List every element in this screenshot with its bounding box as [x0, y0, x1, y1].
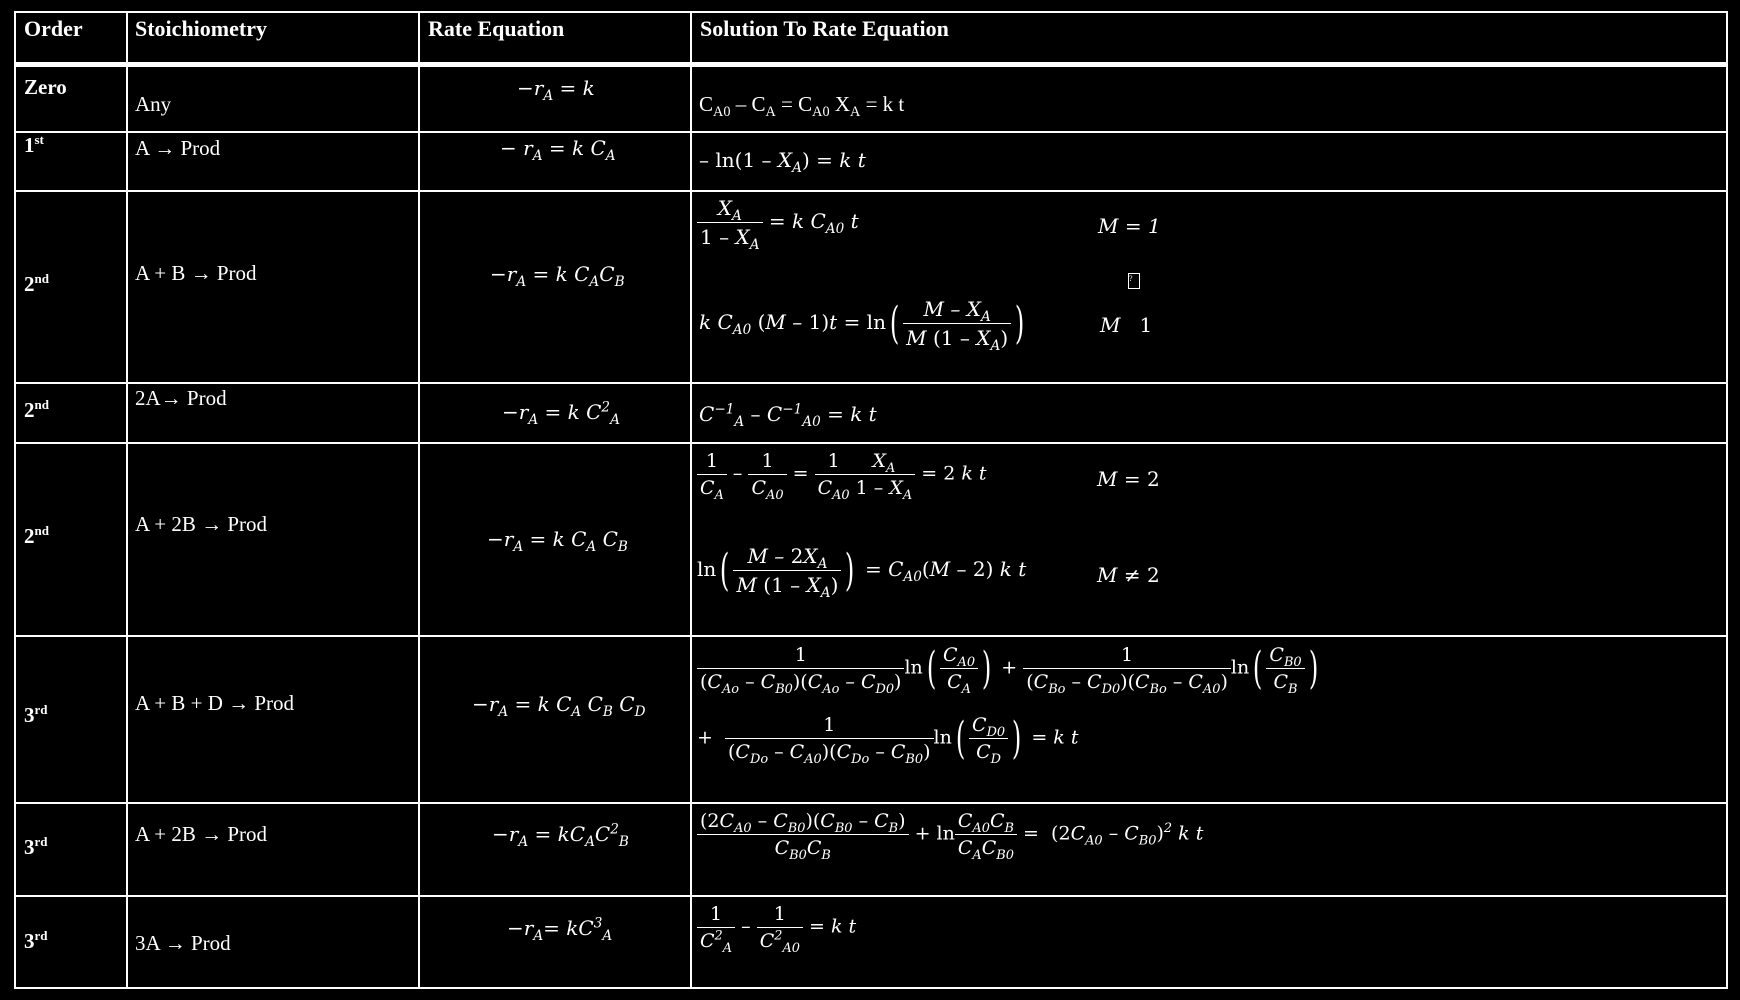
solution-equation: $\frac{1}{C^2_A}$ – $\frac{1}{C^2_{A0}}$ = k t — [697, 903, 856, 952]
stoichiometry-cell: A + 2B → Prod — [135, 512, 268, 536]
stoichiometry-cell: A + 2B → Prod — [135, 822, 268, 846]
stoichiometry-cell: A + B + D → Prod — [135, 691, 295, 715]
rate-equation: $-r_A = kC_AC^2_B$ — [492, 821, 629, 850]
rate-equation: − $r_A = k$ $C_A$ — [500, 136, 616, 164]
solution-equation: + $\frac{1}{(C_{Do} - C_{A0})(C_{Do} - C_{B0})}$ ln( $\frac{C_{D0}}{C_D}$ ) = k t — [697, 713, 1079, 767]
column-divider — [418, 13, 420, 987]
stoichiometry-cell: 2A→ Prod — [135, 386, 227, 410]
solution-equation: $\frac{X_A}{1 - X_A}$ = k $C_{A0}$ t — [697, 196, 859, 249]
solution-equation: $\frac{(2C_{A0} - C_{B0})(C_{B0} - C_B)}{C_{B0}C_B}$ + ln $\frac{C_{A0}C_B}{C_AC_{B0}}$ = $(2C_{A0} - C_{B0})^2$ k t — [697, 810, 1203, 859]
order-cell: 3rd — [24, 702, 48, 727]
condition-label: M ≠ 2 — [1097, 563, 1160, 587]
row-divider — [16, 442, 1726, 444]
order-cell: 2nd — [24, 397, 49, 422]
row-divider — [16, 895, 1726, 897]
solution-equation: $\frac{1}{(C_{Ao} - C_{B0})(C_{Ao} - C_{D0})}$ ln( $\frac{C_{A0}}{C_A}$ ) + $\frac{1}{(C_{Bo} - C_{D0})(C_{Bo} - C_{A0})}$ ln( $\frac{C_{B0}}{C_B}$ ) — [697, 643, 1322, 694]
column-divider — [126, 13, 128, 987]
solution-equation: k $C_{A0}$ (M – 1)t = ln( $\frac{M - X_A}{M (1 - X_A)}$ ) — [699, 297, 1025, 354]
condition-label: M = 2 — [1097, 467, 1160, 491]
header-rate-equation: Rate Equation — [428, 16, 565, 41]
column-divider — [690, 13, 692, 987]
rate-equation: $-r_A= kC^3_A$ — [507, 915, 613, 944]
row-divider — [16, 635, 1726, 637]
row-divider — [16, 802, 1726, 804]
solution-equation: $\frac{1}{C_A}$ – $\frac{1}{C_{A0}}$ = $\frac{1}{C_{A0}}$ $\frac{X_A}{1 - X_A}$ = 2 k t — [697, 450, 987, 499]
order-cell: 3rd — [24, 928, 48, 953]
solution-equation: – $\ln(1 - X_A) = k$ t — [699, 148, 866, 176]
condition-label: M 1 — [1100, 313, 1153, 337]
header-solution: Solution To Rate Equation — [700, 16, 949, 41]
order-cell: 2nd — [24, 271, 49, 296]
row-divider — [16, 382, 1726, 384]
rate-equation: $-r_A = k$ $C_A$ $C_B$ — [487, 527, 628, 555]
order-cell: 1st — [24, 132, 44, 157]
order-cell: Zero — [24, 75, 67, 99]
order-cell: 3rd — [24, 834, 48, 859]
order-cell: 2nd — [24, 523, 49, 548]
row-divider — [16, 131, 1726, 133]
stoichiometry-cell: 3A → Prod — [135, 931, 231, 955]
stoichiometry-cell: A → Prod — [135, 136, 221, 160]
header-stoichiometry: Stoichiometry — [135, 16, 267, 41]
row-divider — [16, 190, 1726, 192]
missing-glyph-icon: ? — [1128, 268, 1140, 289]
rate-equation: $-r_A = k$ — [517, 76, 595, 104]
rate-equation: $-r_A = k$ $C_AC_B$ — [490, 262, 625, 290]
solution-equation: $C^{-1}_A - C^{-1}_{A0} = k$ t — [699, 401, 877, 430]
header-divider — [16, 62, 1726, 67]
stoichiometry-cell: Any — [135, 92, 172, 116]
solution-equation: ln( $\frac{M - 2X_A}{M (1 - X_A)}$ ) = $C_{A0}(M - 2)$ k t — [697, 544, 1027, 601]
solution-equation: $C_{A0} - C_A = C_{A0}$ $X_A = k$ t — [699, 92, 905, 121]
stoichiometry-cell: A + B → Prod — [135, 261, 257, 285]
header-order: Order — [24, 16, 83, 41]
rate-equation: $-r_A = k$ $C_A$ $C_B$ $C_D$ — [472, 692, 646, 720]
condition-label: M = 1 — [1098, 214, 1161, 238]
rate-equation: $-r_A = k$ $C^2_A$ — [502, 399, 620, 428]
